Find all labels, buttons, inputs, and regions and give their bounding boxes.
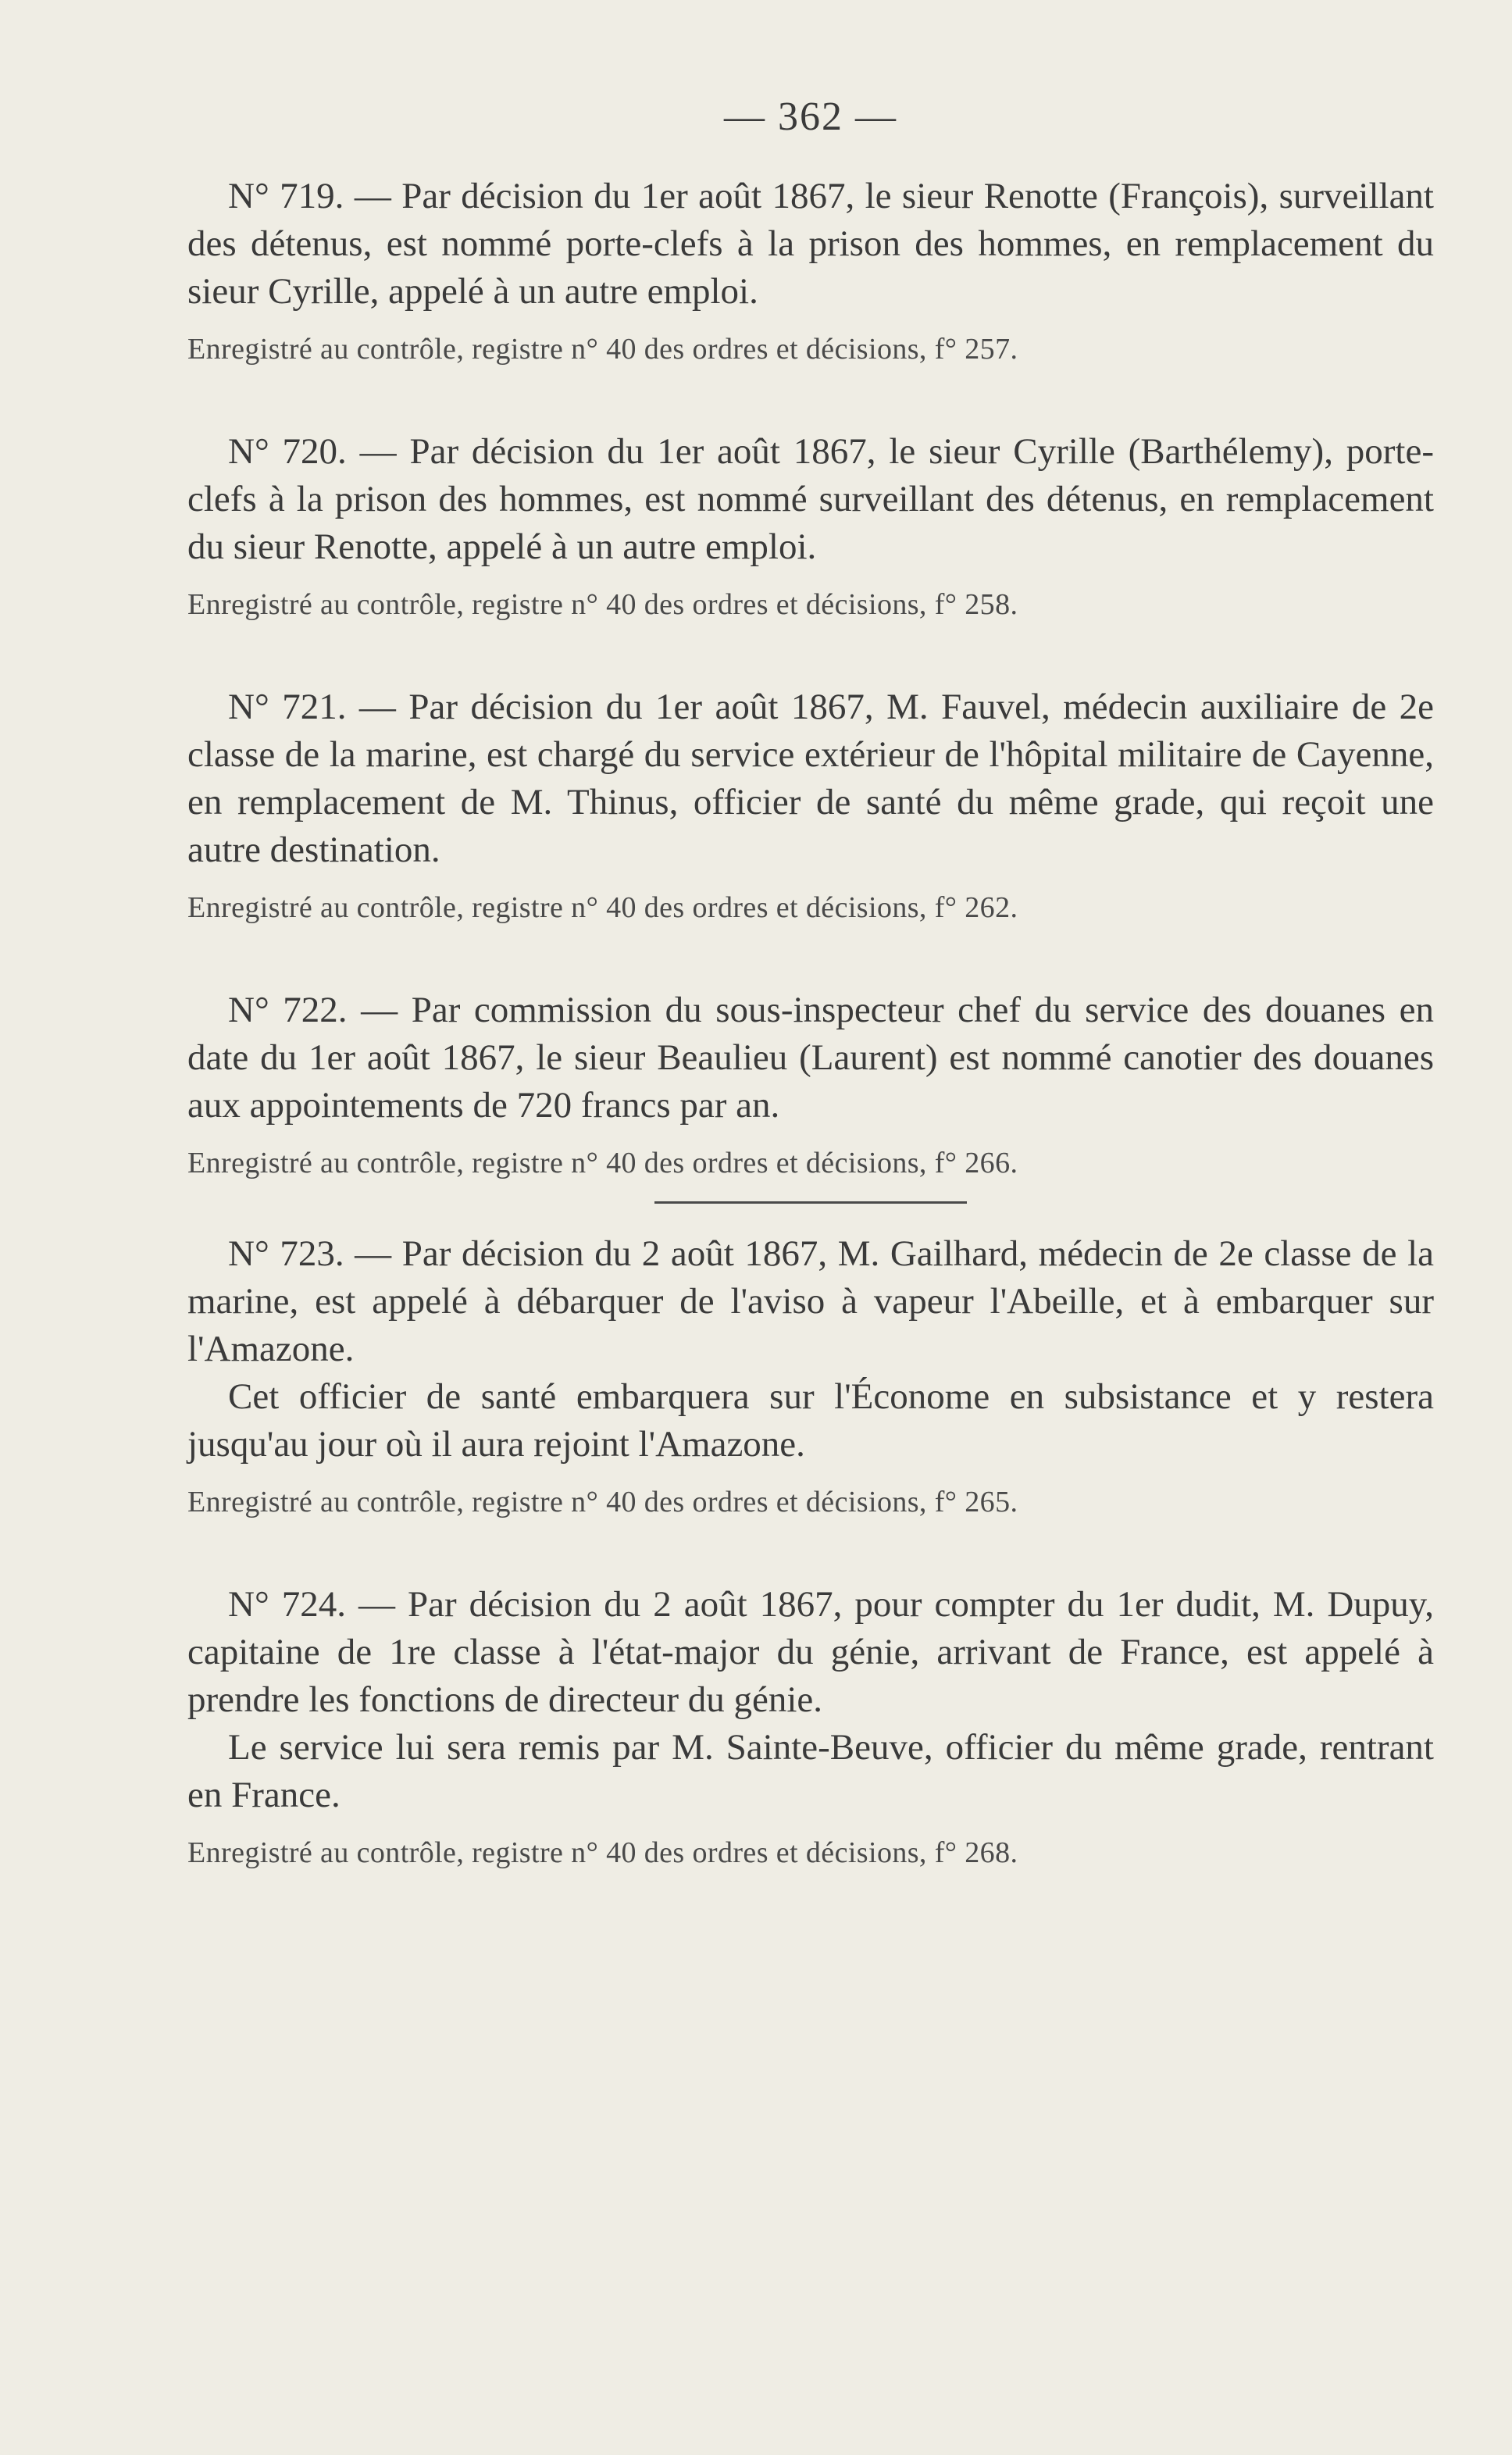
- page-number: — 362 —: [724, 95, 897, 139]
- entry-number: N° 721.: [228, 687, 347, 727]
- register-note: Enregistré au contrôle, registre n° 40 des ordres et décisions, f° 258.: [187, 588, 1018, 621]
- entry-text: — Par décision du 1er août 1867, le sieur Cyrille (Barthélemy), porte-clefs à la prison des hommes, est nommé surveillant des détenus, en remplacement du sieur Renotte, appelé à un autre emploi.: [187, 431, 1434, 567]
- entry-text: — Par décision du 2 août 1867, M. Gailhard, médecin de 2e classe de la marine, est appelé à débarquer de l'aviso à vapeur l'Abeille, et à embarquer sur l'Amazone.: [187, 1233, 1434, 1369]
- entry-number: N° 720.: [228, 431, 347, 472]
- entry-paragraph: [187, 1230, 1434, 1373]
- spacer: [187, 1522, 1434, 1581]
- section-divider: [654, 1201, 967, 1204]
- entry-text: — Par décision du 1er août 1867, M. Fauvel, médecin auxiliaire de 2e classe de la marine, est chargé du service extérieur de l'hôpital militaire de Cayenne, en remplacement de M. Thinus, officier de santé du même grade, qui reçoit une autre destination.: [187, 687, 1434, 870]
- entry-text: — Par commission du sous-inspecteur chef du service des douanes en date du 1er août 1867, le sieur Beaulieu (Laurent) est nommé canotier des douanes aux appointements de 720 francs par an.: [187, 990, 1434, 1126]
- register-note: Enregistré au contrôle, registre n° 40 des ordres et décisions, f° 268.: [187, 1836, 1018, 1869]
- entry-721: [187, 683, 1434, 927]
- entry-text: — Par décision du 2 août 1867, pour compter du 1er dudit, M. Dupuy, capitaine de 1re classe à l'état-major du génie, arrivant de France, est appelé à prendre les fonctions de directeur du génie.: [187, 1584, 1434, 1720]
- spacer: [187, 369, 1434, 428]
- spacer: [187, 927, 1434, 987]
- entry-paragraph: [187, 683, 1434, 874]
- spacer: [187, 624, 1434, 683]
- entry-text: — Par décision du 1er août 1867, le sieur Renotte (François), surveillant des détenus, est nommé porte-clefs à la prison des hommes, en remplacement du sieur Cyrille, appelé à un autre emploi.: [187, 176, 1434, 312]
- entry-paragraph: [187, 1581, 1434, 1724]
- entry-paragraph: [187, 987, 1434, 1129]
- entry-number: N° 724.: [228, 1584, 346, 1625]
- register-note: Enregistré au contrôle, registre n° 40 des ordres et décisions, f° 257.: [187, 333, 1018, 366]
- entry-722: [187, 987, 1434, 1183]
- entry-number: N° 723.: [228, 1233, 344, 1274]
- entry-paragraph: [187, 428, 1434, 571]
- register-note: Enregistré au contrôle, registre n° 40 des ordres et décisions, f° 262.: [187, 891, 1018, 924]
- entry-number: N° 719.: [228, 176, 344, 216]
- register-note: Enregistré au contrôle, registre n° 40 des ordres et décisions, f° 265.: [187, 1486, 1018, 1518]
- entry-paragraph: [187, 173, 1434, 316]
- entry-720: [187, 428, 1434, 624]
- entry-723: [187, 1230, 1434, 1522]
- register-note: Enregistré au contrôle, registre n° 40 des ordres et décisions, f° 266.: [187, 1147, 1018, 1179]
- entry-paragraph-2: Le service lui sera remis par M. Sainte-Beuve, officier du même grade, rentrant en France.: [187, 1727, 1434, 1815]
- entry-719: [187, 173, 1434, 369]
- entry-724: [187, 1581, 1434, 1872]
- entry-number: N° 722.: [228, 990, 348, 1030]
- entry-paragraph-2: Cet officier de santé embarquera sur l'Économe en subsistance et y restera jusqu'au jour où il aura rejoint l'Amazone.: [187, 1376, 1434, 1465]
